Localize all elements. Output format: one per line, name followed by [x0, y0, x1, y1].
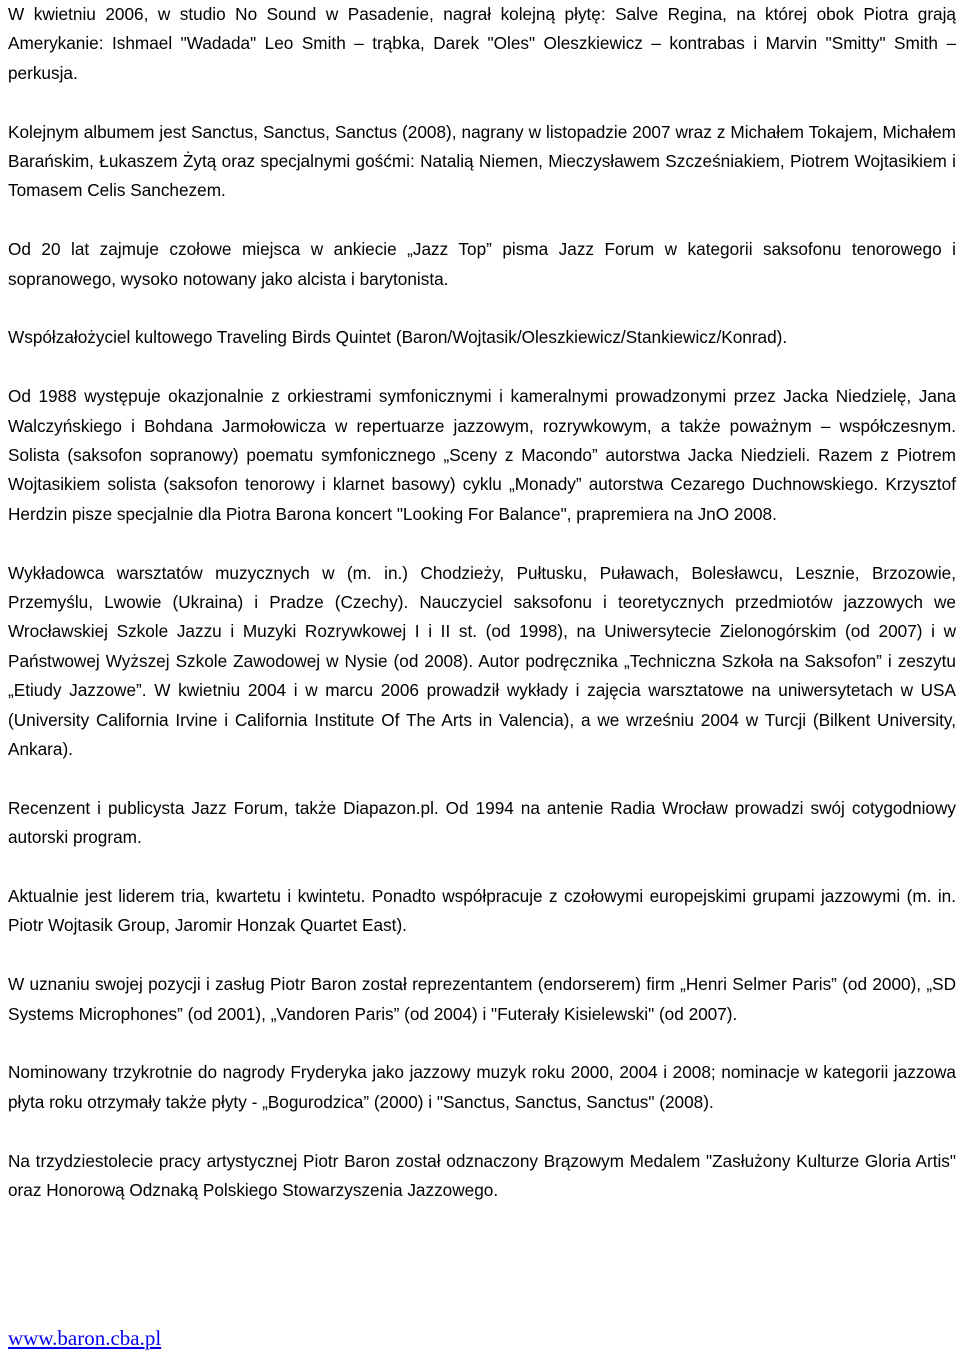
paragraph-sanctus-album: Kolejnym albumem jest Sanctus, Sanctus, Sanctus (2008), nagrany w listopadzie 2007 wraz z Michałem Tokajem, Michałem Barańskim, Łukaszem Żytą oraz specjalnymi gośćmi: Natalią Niemen, Mieczysławem Szcześniakiem, Piotrem Wojtasikiem i Tomasem Celis Sanchezem.: [8, 121, 956, 201]
paragraph-orchestras: Od 1988 występuje okazjonalnie z orkiestrami symfonicznymi i kameralnymi prowadzonymi przez Jacka Niedzielę, Jana Walczyńskiego i Bohdana Jarmołowicza w repertuarze jazzowym, rozrywkowym, a także poważnym – współczesnym. Solista (saksofon sopranowy) poematu symfonicznego „Sceny z Macondo” autorstwa Jacka Niedzieli. Razem z Piotrem Wojtasikiem solista (saksofon tenorowy i klarnet basowy) cyklu „Monady” autorstwa Cezarego Duchnowskiego. Krzysztof Herdzin pisze specjalnie dla Piotra Barona koncert "Looking For Balance", prapremiera na JnO 2008.: [8, 386, 956, 524]
paragraph-salve-regina: W kwietniu 2006, w studio No Sound w Pasadenie, nagrał kolejną płytę: Salve Regina, na której obok Piotra grają Amerykanie: Ishmael "Wadada" Leo Smith – trąbka, Darek "Oles" Oleszkiewicz – kontrabas i Marvin "Smitty" Smith – perkusja.: [8, 4, 956, 83]
paragraph-gap: [8, 529, 956, 558]
paragraph-fryderyk: Nominowany trzykrotnie do nagrody Fryderyka jako jazzowy muzyk roku 2000, 2004 i 2008; nominacje w kategorii jazzowa płyta roku otrzymały także płyty - „Bogurodzica” (2000) i "Sanctus, Sanctus, Sanctus" (2008).: [8, 1062, 956, 1112]
paragraph-traveling-birds: Współzałożyciel kultowego Traveling Birds Quintet (Baron/Wojtasik/Oleszkiewicz/Stankiewicz/Konrad).: [8, 327, 788, 348]
paragraph-gloria-artis: Na trzydziestolecie pracy artystycznej Piotr Baron został odznaczony Brązowym Medalem "Zasłużony Kulturze Gloria Artis" oraz Honorową Odznaką Polskiego Stowarzyszenia Jazzowego.: [8, 1150, 956, 1201]
document-body: [8, 0, 956, 1206]
paragraph-gap: [8, 206, 956, 235]
paragraph-endorser: W uznaniu swojej pozycji i zasług Piotr Baron został reprezentantem (endorserem) firm „Henri Selmer Paris” (od 2000), „SD Systems Microphones” (od 2001), „Vandoren Paris” (od 2004) i "Futerały Kisielewski" (od 2007).: [8, 974, 956, 1024]
footer-website-link[interactable]: www.baron.cba.pl: [8, 1326, 162, 1350]
paragraph-jazz-top: Od 20 lat zajmuje czołowe miejsca w ankiecie „Jazz Top” pisma Jazz Forum w kategorii saksofonu tenorowego i sopranowego, wysoko notowany jako alcista i barytonista.: [8, 239, 956, 289]
paragraph-reviewer: Recenzent i publicysta Jazz Forum, także Diapazon.pl. Od 1994 na antenie Radia Wrocław prowadzi swój cotygodniowy autorski program.: [8, 797, 956, 848]
paragraph-gap: [8, 764, 956, 793]
paragraph-leader: Aktualnie jest liderem tria, kwartetu i kwintetu. Ponadto współpracuje z czołowymi europejskimi grupami jazzowymi (m. in. Piotr Wojtasik Group, Jaromir Honzak Quartet East).: [8, 886, 956, 936]
paragraph-gap: [8, 1029, 956, 1058]
paragraph-gap: [8, 353, 956, 382]
paragraph-workshops: Wykładowca warsztatów muzycznych w (m. in.) Chodzieży, Pułtusku, Puławach, Bolesławcu, Lesznie, Brzozowie, Przemyślu, Lwowie (Ukraina) i Pradze (Czechy). Nauczyciel saksofonu i teoretycznych przedmiotów jazzowych we Wrocławskiej Szkole Jazzu i Muzyki Rozrywkowej I i II st. (od 1998), na Uniwersytecie Zielonogórskim (od 2007) i w Państwowej Wyższej Szkole Zawodowej w Nysie (od 2008). Autor podręcznika „Techniczna Szkoła na Saksofon” i zeszytu „Etiudy Jazzowe”. W kwietniu 2004 i w marcu 2006 prowadził wykłady i zajęcia warsztatowe na uniwersytetach w USA (University California Irvine i California Institute Of The Arts in Valencia), a we wrześniu 2004 w Turcji (Bilkent University, Ankara).: [8, 562, 956, 760]
paragraph-gap: [8, 88, 956, 117]
paragraph-gap: [8, 941, 956, 970]
paragraph-gap: [8, 1117, 956, 1146]
paragraph-gap: [8, 853, 956, 882]
paragraph-gap: [8, 294, 956, 323]
